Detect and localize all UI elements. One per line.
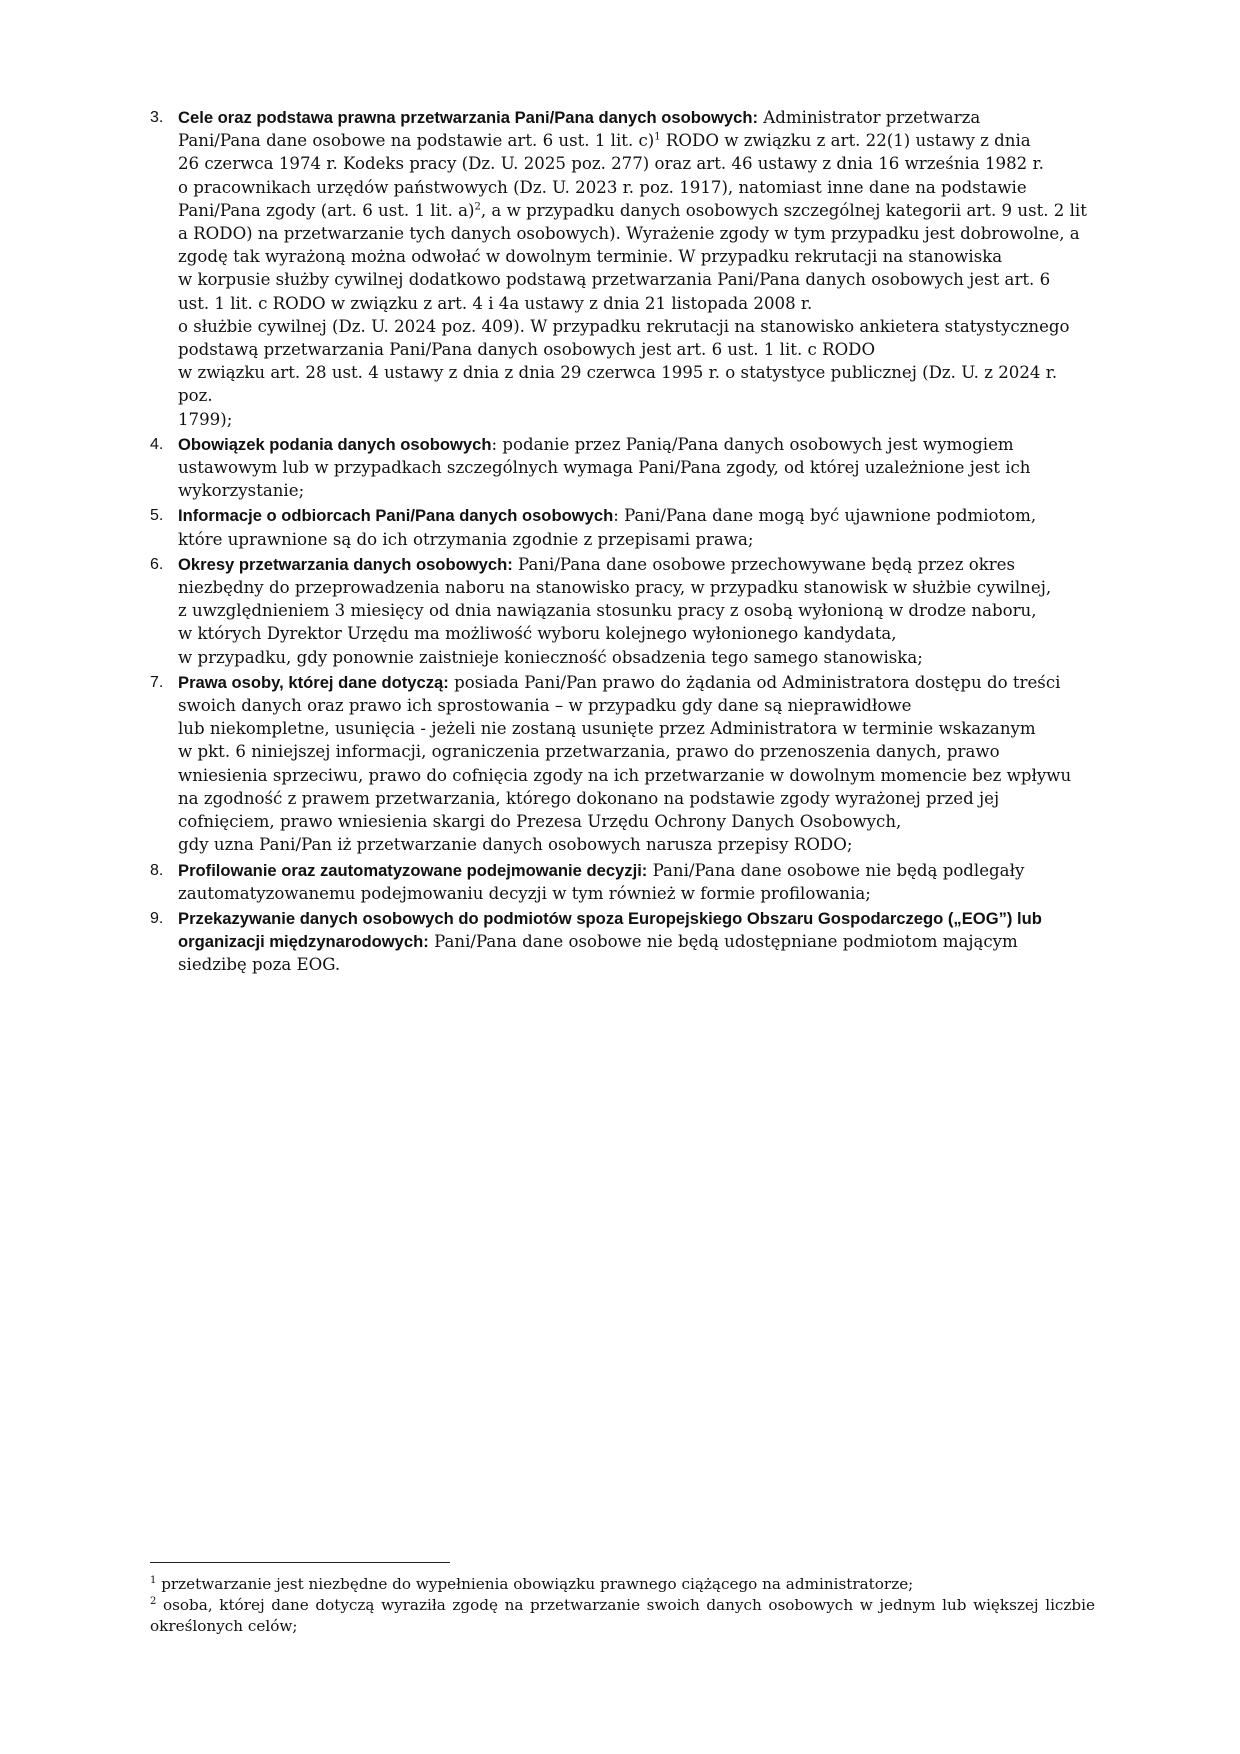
item-text: RODO w związku z art. 22(1) ustawy z dnia 26 czerwca 1974 r. Kodeks pracy (Dz. U. 2025 poz. 277) oraz art. 46 ustawy z dnia 16 września 1982 r. o pracownikach urzędów państwowych (Dz. U. 2023 r. poz. 1917), natomiast inne dane na podstawie Pani/Pana zgody (art. 6 ust. 1 lit. a): [178, 131, 1044, 220]
footnote-ref: 2: [474, 201, 481, 213]
item-heading: Okresy przetwarzania danych osobowych:: [178, 554, 513, 574]
item-text: : Pani/Pana dane mogą być ujawnione podmiotom, które uprawnione są do ich otrzymania zgodnie z przepisami prawa;: [178, 506, 1037, 549]
footnote-separator: [150, 1562, 450, 1563]
list-item: [150, 106, 1095, 431]
list-item: [150, 859, 1095, 905]
item-number: 3.: [150, 109, 164, 126]
item-heading: Informacje o odbiorcach Pani/Pana danych osobowych: [178, 506, 614, 526]
item-number: 6.: [150, 555, 164, 573]
list-item: [150, 671, 1095, 857]
item-text: : podanie przez Panią/Pana danych osobowych jest wymogiem ustawowym lub w przypadkach szczególnych wymaga Pani/Pana zgody, od której uzależnione jest ich wykorzystanie;: [178, 434, 1031, 501]
list-item: [150, 504, 1095, 550]
item-number: 9.: [150, 909, 164, 927]
item-text: Administrator przetwarza Pani/Pana dane osobowe na podstawie art. 6 ust. 1 lit. c): [178, 108, 981, 151]
item-number: 8.: [150, 861, 164, 879]
footnote-text: przetwarzanie jest niezbędne do wypełnienia obowiązku prawnego ciążącego na administratorze;: [156, 1575, 914, 1593]
item-text: Pani/Pana dane osobowe nie będą udostępniane podmiotom mającym siedzibę poza EOG.: [178, 932, 1018, 975]
footnote: [150, 1595, 1095, 1637]
item-text: , a w przypadku danych osobowych szczególnej kategorii art. 9 ust. 2 lit a RODO) na przetwarzanie tych danych osobowych). Wyrażenie zgody w tym przypadku jest dobrowolne, a zgodę tak wyrażoną można odwołać w dowolnym terminie. W przypadku rekrutacji na stanowiska w korpusie służby cywilnej dodatkowo podstawą przetwarzania Pani/Pana danych osobowych jest art. 6 ust. 1 lit. c RODO w związku z art. 4 i 4a ustawy z dnia 21 listopada 2008 r. o służbie cywilnej (Dz. U. 2024 poz. 409). W przypadku rekrutacji na stanowisko ankietera statystycznego podstawą przetwarzania Pani/Pana danych osobowych jest art. 6 ust. 1 lit. c RODO w związku art. 28 ust. 4 ustawy z dnia z dnia 29 czerwca 1995 r. o statystyce publicznej (Dz. U. z 2024 r. poz. 1799);: [178, 200, 1087, 429]
footnotes: [150, 1574, 1095, 1637]
item-number: 5.: [150, 507, 164, 525]
item-text: Pani/Pana dane osobowe nie będą podlegały zautomatyzowanemu podejmowaniu decyzji w tym również w formie profilowania;: [178, 860, 1025, 903]
item-text: Pani/Pana dane osobowe przechowywane będą przez okres niezbędny do przeprowadzenia naboru na stanowisko pracy, w przypadku stanowisk w służbie cywilnej, z uwzględnieniem 3 miesięcy od dnia nawiązania stosunku pracy z osobą wyłonioną w drodze naboru, w których Dyrektor Urzędu ma możliwość wyboru kolejnego wyłonionego kandydata, w przypadku, gdy ponownie zaistnieje konieczność obsadzenia tego samego stanowiska;: [178, 554, 1052, 667]
footnote-ref: 1: [654, 131, 661, 143]
item-text: posiada Pani/Pan prawo do żądania od Administratora dostępu do treści swoich danych oraz prawo ich sprostowania – w przypadku gdy dane są nieprawidłowe lub niekompletne, usunięcia - jeżeli nie zostaną usunięte przez Administratora w terminie wskazanym w pkt. 6 niniejszej informacji, ograniczenia przetwarzania, prawo do przenoszenia danych, prawo wniesienia sprzeciwu, prawo do cofnięcia zgody na ich przetwarzanie w dowolnym momencie bez wpływu na zgodność z prawem przetwarzania, którego dokonano na podstawie zgody wyrażonej przed jej cofnięciem, prawo wniesienia skargi do Prezesa Urzędu Ochrony Danych Osobowych, gdy uzna Pani/Pan iż przetwarzanie danych osobowych narusza przepisy RODO;: [178, 672, 1072, 855]
item-number: 4.: [150, 435, 164, 453]
item-heading: Prawa osoby, której dane dotyczą:: [178, 672, 449, 692]
item-heading: Obowiązek podania danych osobowych: [178, 434, 492, 454]
footnote-mark: 2: [150, 1595, 157, 1607]
item-heading: Cele oraz podstawa prawna przetwarzania Pani/Pana danych osobowych:: [178, 108, 759, 127]
item-heading: Profilowanie oraz zautomatyzowane podejmowanie decyzji:: [178, 860, 648, 880]
item-heading: Przekazywanie danych osobowych do podmiotów spoza Europejskiego Obszaru Gospodarczego („EOG”) lub organizacji międzynarodowych:: [178, 908, 1042, 952]
list-item: [150, 433, 1095, 503]
footnote-text: osoba, której dane dotyczą wyraziła zgodę na przetwarzanie swoich danych osobowych w jednym lub większej liczbie określonych celów;: [150, 1596, 1095, 1635]
item-number: 7.: [150, 673, 164, 691]
clause-list: [150, 106, 1095, 977]
list-item: [150, 907, 1095, 977]
footnote: [150, 1574, 1095, 1595]
footnote-mark: 1: [150, 1574, 157, 1586]
list-item: [150, 553, 1095, 669]
